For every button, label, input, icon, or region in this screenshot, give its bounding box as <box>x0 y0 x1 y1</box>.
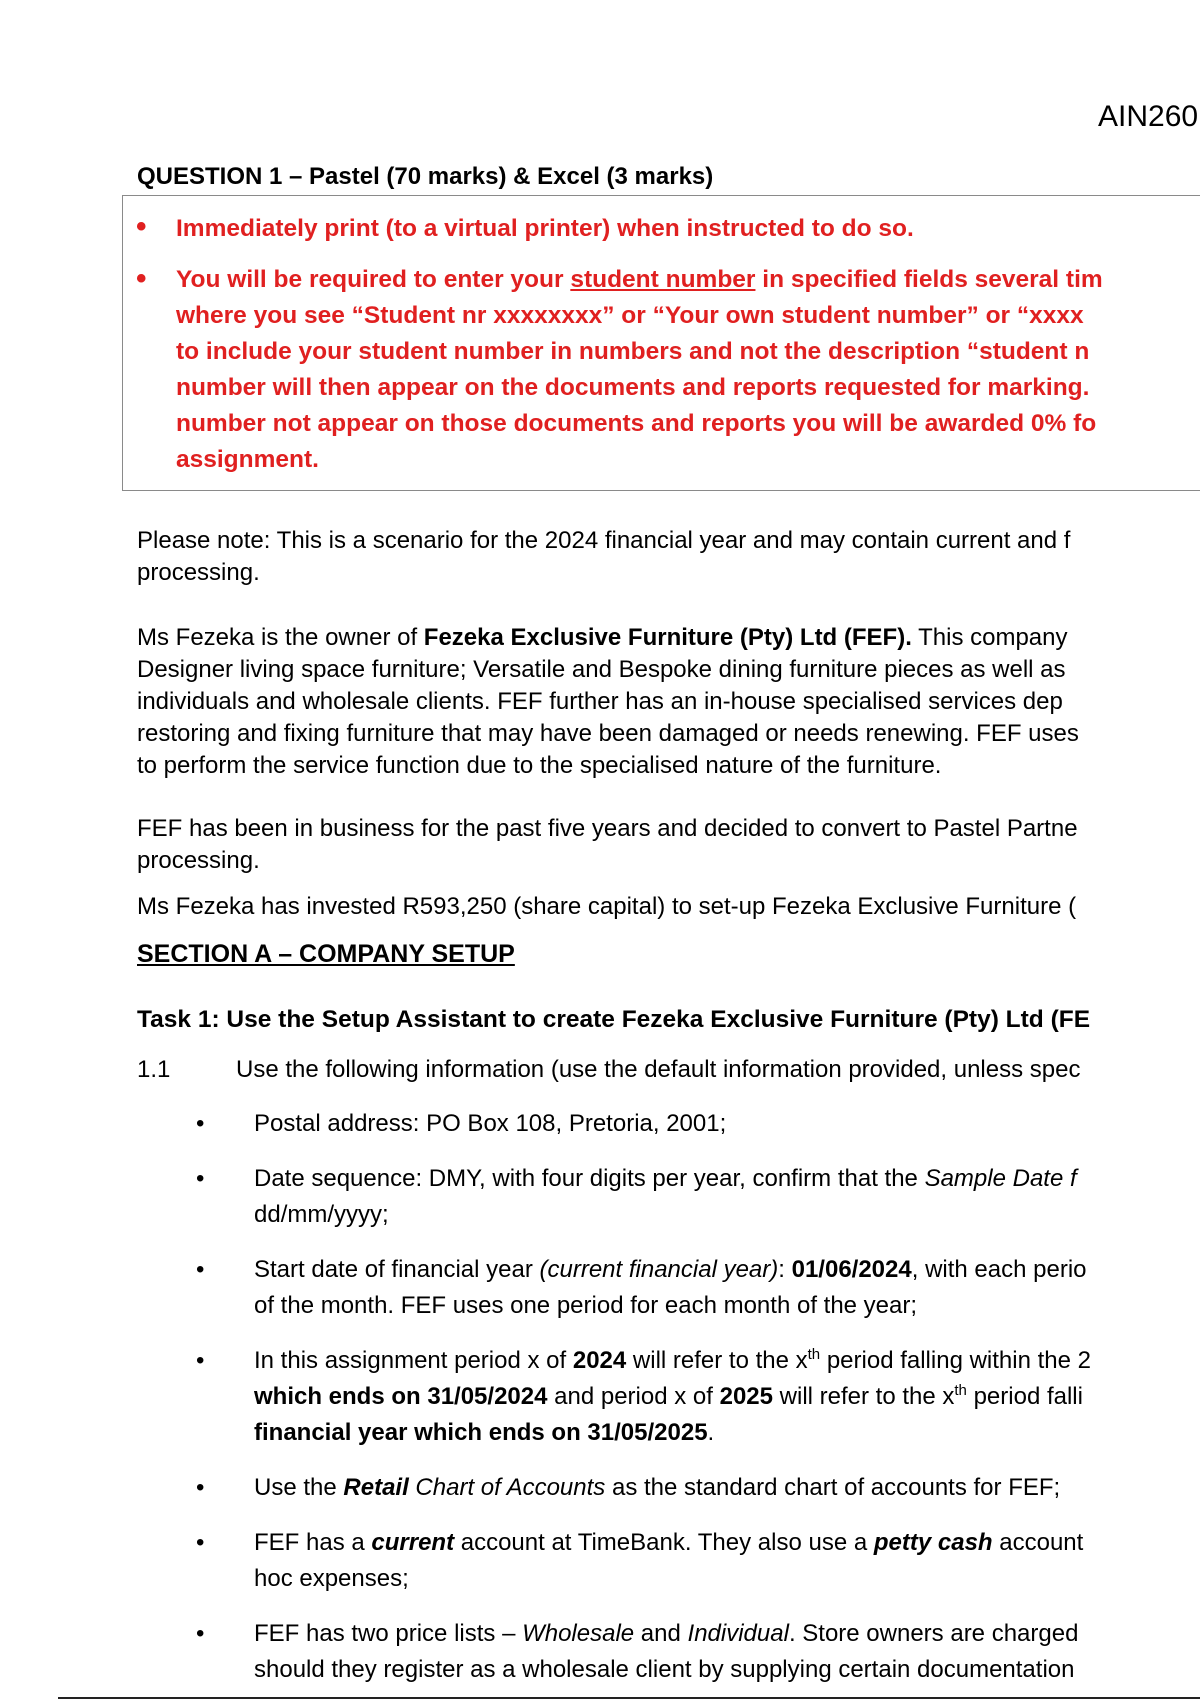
bullet-periods-line-2: which ends on 31/05/2024 and period x of 2025 will refer to the $x^{th}$ period falli <box>254 1382 1083 1410</box>
bullet-start-date-line-2: of the month. FEF uses one period for each month of the year; <box>254 1292 918 1319</box>
bullet-price-lists-line-1: FEF has two price lists – Wholesale and Individual. Store owners are charged <box>254 1620 1079 1647</box>
bullet-chart-of-accounts: Use the Retail Chart of Accounts as the standard chart of accounts for FEF; <box>254 1474 1061 1501</box>
bullet-bank-accounts-line-1: FEF has a current account at TimeBank. They also use a petty cash account <box>254 1529 1084 1556</box>
course-code: AIN260 <box>1098 100 1199 133</box>
instruction-2-line-4: number will then appear on the documents and reports requested for marking. <box>176 374 1090 401</box>
note-line-2: processing. <box>137 559 260 586</box>
bullet-icon: • <box>136 262 147 295</box>
bullet-bank-accounts-line-2: hoc expenses; <box>254 1565 409 1592</box>
instruction-2-line-3: to include your student number in numbers and not the description “student n <box>176 338 1090 365</box>
bullet-icon: • <box>196 1165 205 1192</box>
bullet-postal-address: Postal address: PO Box 108, Pretoria, 2001; <box>254 1110 727 1137</box>
instruction-2-line-1: You will be required to enter your student number in specified fields several tim <box>176 266 1103 293</box>
bullet-periods-line-3: financial year which ends on 31/05/2025. <box>254 1419 715 1446</box>
owner-line-1: Ms Fezeka is the owner of Fezeka Exclusive Furniture (Pty) Ltd (FEF). This company <box>137 624 1068 651</box>
owner-line-4: restoring and fixing furniture that may have been damaged or needs renewing. FEF uses <box>137 720 1079 747</box>
bullet-icon: • <box>196 1256 205 1283</box>
instruction-2-line-6: assignment. <box>176 446 319 473</box>
bullet-icon: • <box>136 210 147 243</box>
instruction-2-line-2: where you see “Student nr xxxxxxxx” or “Your own student number” or “xxxx <box>176 302 1084 329</box>
bullet-icon: • <box>196 1529 205 1556</box>
bullet-icon: • <box>196 1110 205 1137</box>
page-bottom-rule <box>58 1697 1200 1699</box>
bullet-icon: • <box>196 1620 205 1647</box>
section-heading: SECTION A – COMPANY SETUP <box>137 940 515 968</box>
question-title: QUESTION 1 – Pastel (70 marks) & Excel (3 marks) <box>137 163 714 190</box>
task-title: Task 1: Use the Setup Assistant to create Fezeka Exclusive Furniture (Pty) Ltd (FE <box>137 1006 1091 1033</box>
investment-line: Ms Fezeka has invested R593,250 (share capital) to set-up Fezeka Exclusive Furniture ( <box>137 893 1077 920</box>
bullet-date-sequence-line-2: dd/mm/yyyy; <box>254 1201 389 1228</box>
bullet-periods-line-1: In this assignment period x of 2024 will refer to the $x^{th}$ period falling within the 2 <box>254 1346 1091 1374</box>
bullet-date-sequence-line-1: Date sequence: DMY, with four digits per year, confirm that the Sample Date f <box>254 1165 1077 1192</box>
bullet-price-lists-line-2: should they register as a wholesale client by supplying certain documentation <box>254 1656 1075 1683</box>
bullet-start-date-line-1: Start date of financial year (current financial year): 01/06/2024, with each perio <box>254 1256 1087 1283</box>
owner-line-3: individuals and wholesale clients. FEF further has an in-house specialised services dep <box>137 688 1063 715</box>
business-line-2: processing. <box>137 847 260 874</box>
bullet-icon: • <box>196 1347 205 1374</box>
owner-line-5: to perform the service function due to the specialised nature of the furniture. <box>137 752 942 779</box>
business-line-1: FEF has been in business for the past five years and decided to convert to Pastel Partne <box>137 815 1078 842</box>
bullet-icon: • <box>196 1474 205 1501</box>
task-intro: Use the following information (use the default information provided, unless spec <box>236 1056 1081 1083</box>
task-number: 1.1 <box>137 1056 171 1083</box>
instruction-1: Immediately print (to a virtual printer) when instructed to do so. <box>176 215 914 242</box>
instruction-2-line-5: number not appear on those documents and reports you will be awarded 0% fo <box>176 410 1097 437</box>
owner-line-2: Designer living space furniture; Versatile and Bespoke dining furniture pieces as well as <box>137 656 1066 683</box>
note-line-1: Please note: This is a scenario for the 2024 financial year and may contain current and f <box>137 527 1071 554</box>
